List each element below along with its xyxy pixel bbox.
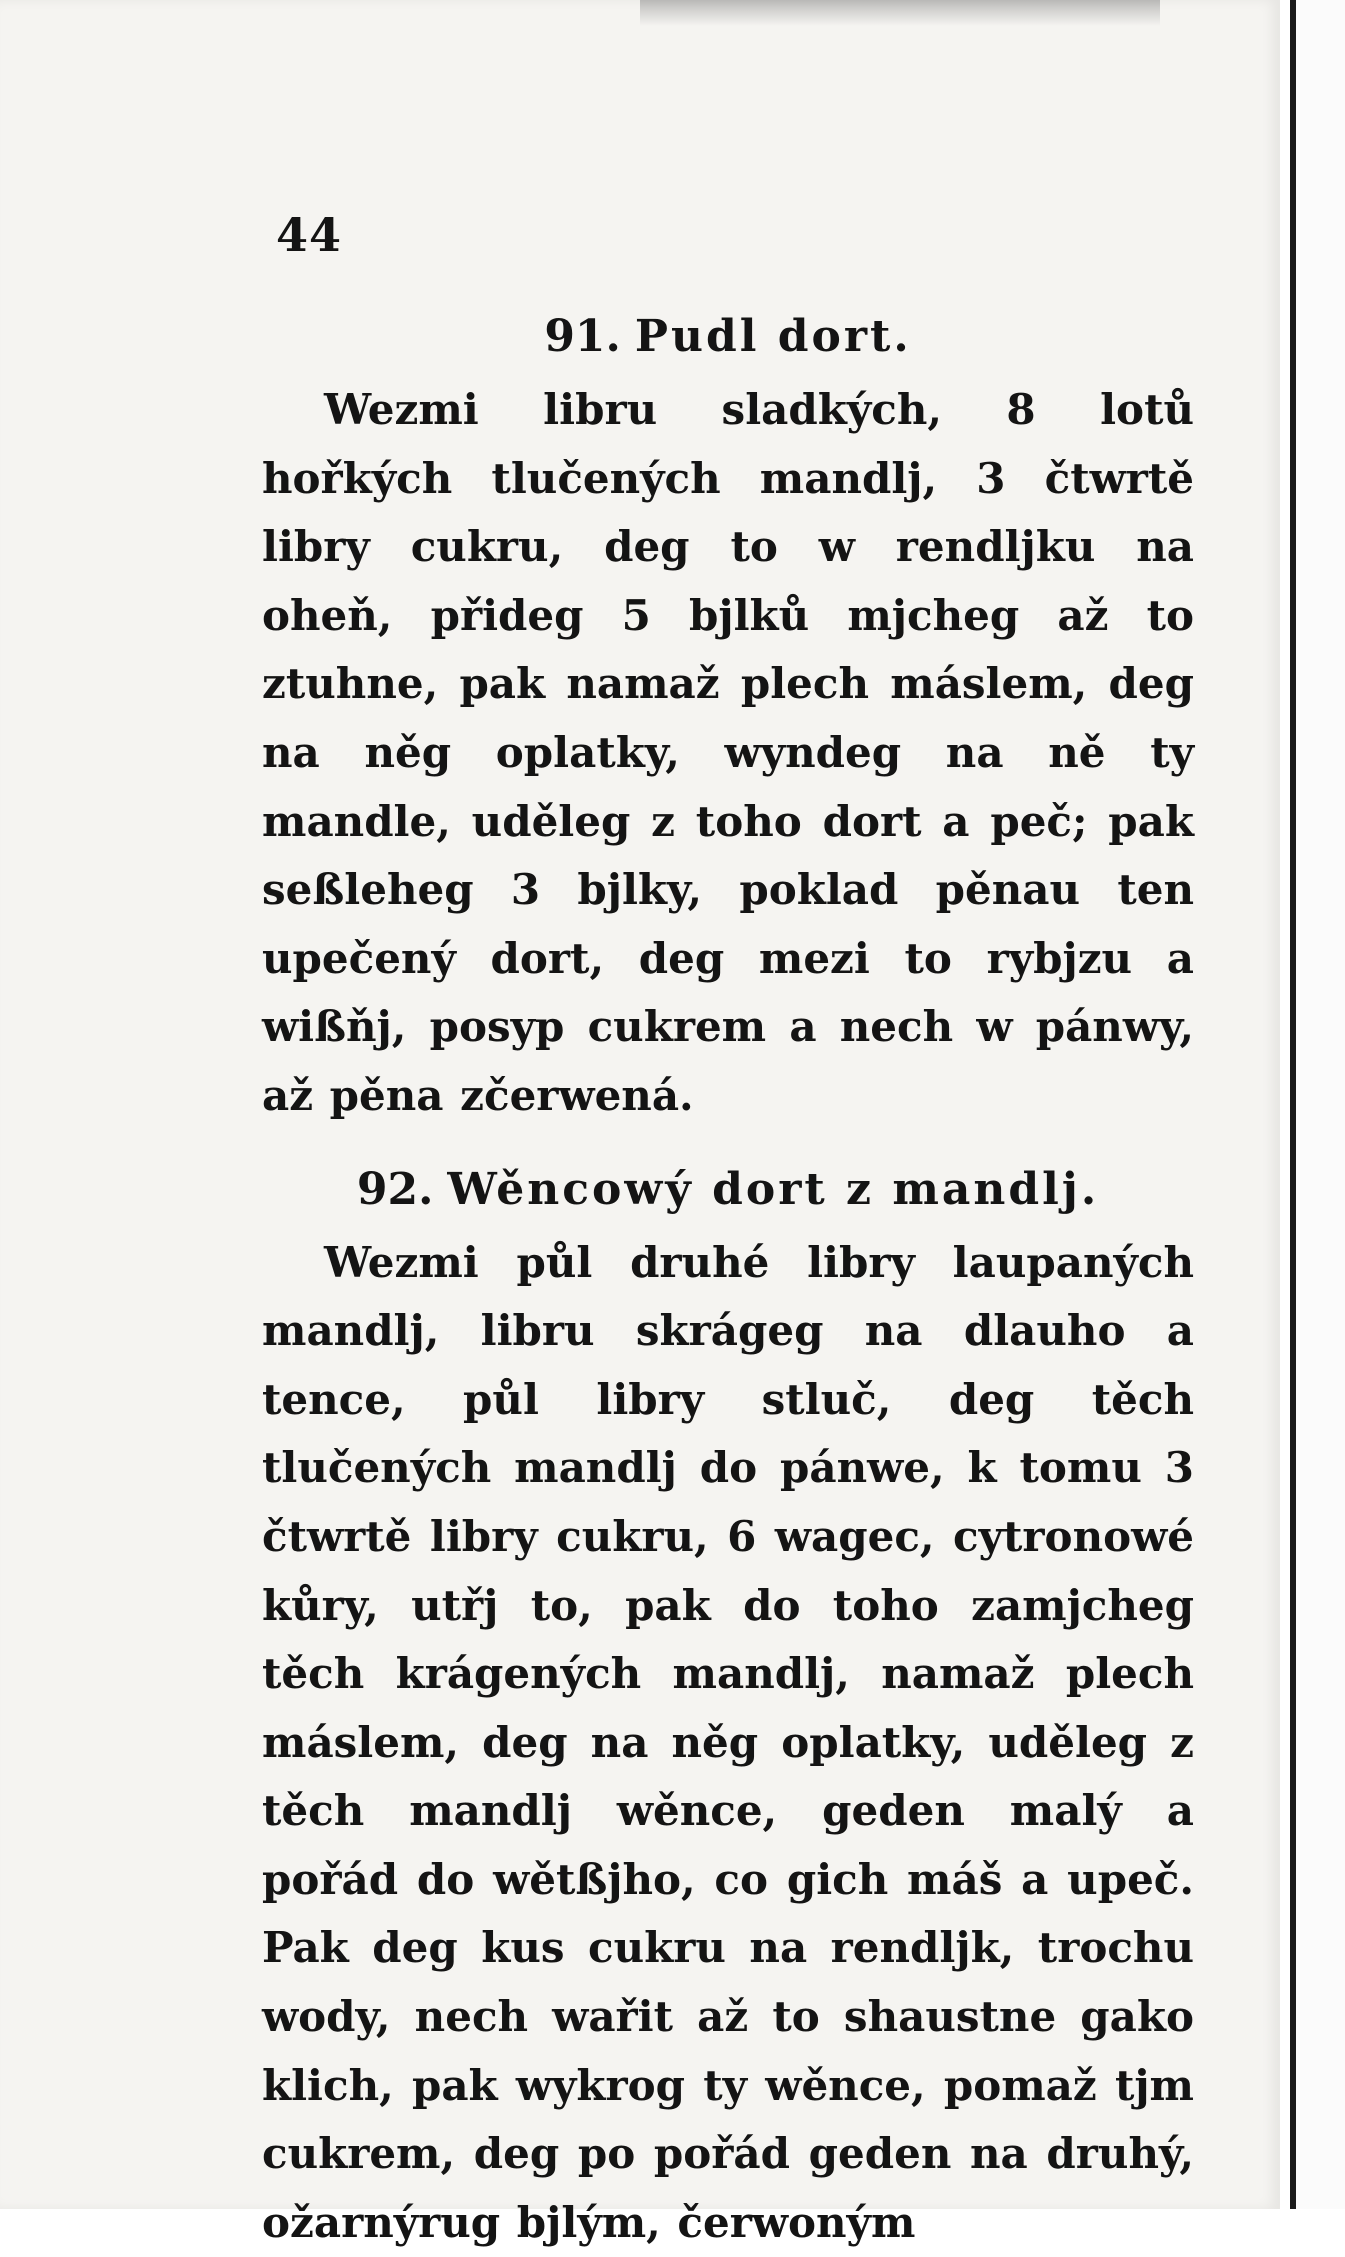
recipe-body: Wezmi půl druhé libry laupaných mandlj, libru skrágeg na dlauho a tence, půl libry stluč, deg těch tlučených mandlj do pánwe, k tomu 3 čtwrtě libry cukru, 6 wagec, cytronowé kůry, utřj to, pak do toho zamjcheg těch krágených mandlj, namaž plech máslem, deg na něg oplatky, uděleg z těch mandlj wěnce, geden malý a pořád do wětßjho, co gich máš a upeč. Pak deg kus cukru na rendljk, trochu wody, nech wařit až to shaustne gako klich, pak wykrog ty wěnce, pomaž tjm cukrem, deg po pořád geden na druhý, ožarnýrug bjlým, čerwoným bbox=[262, 1237, 1194, 2247]
recipe-heading bbox=[262, 1155, 1194, 1225]
page-number: 44 bbox=[276, 208, 343, 262]
recipe-heading bbox=[262, 302, 1194, 372]
recipe-91 bbox=[262, 302, 1194, 1131]
recipe-title: Wěncowý dort z mandlj. bbox=[447, 1163, 1100, 1215]
recipe-number: 91. bbox=[544, 311, 621, 362]
page-content bbox=[262, 302, 1194, 2257]
recipe-92 bbox=[262, 1155, 1194, 2257]
scan-smudge bbox=[640, 0, 1160, 26]
recipe-title: Pudl dort. bbox=[634, 311, 912, 362]
scan-margin bbox=[1296, 0, 1345, 2209]
recipe-body: Wezmi libru sladkých, 8 lotů hořkých tlučených mandlj, 3 čtwrtě libry cukru, deg to w rendljku na oheň, přideg 5 bjlků mjcheg až to ztuhne, pak namaž plech máslem, deg na něg oplatky, wyndeg na ně ty mandle, uděleg z toho dort a peč; pak seßleheg 3 bjlky, poklad pěnau ten upečený dort, deg mezi to rybjzu a wißňj, posyp cukrem a nech w pánwy, až pěna zčerwená. bbox=[262, 385, 1194, 1120]
recipe-number: 92. bbox=[356, 1163, 434, 1215]
